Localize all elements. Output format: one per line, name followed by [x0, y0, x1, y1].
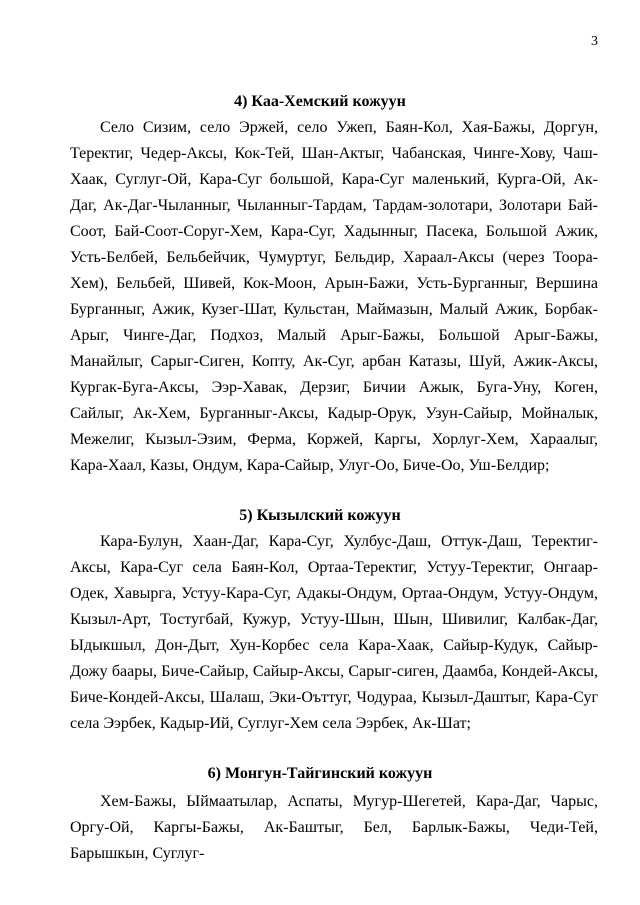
section-text-mongun-taiga: Хем-Бажы, Ыймаатылар, Аспаты, Мугур-Шегетей, Кара-Даг, Чарыс, Оргу-Ой, Каргы-Бажы, Ак-Баштыг, Бел, Барлык-Бажы, Чеди-Тей, Барышкын, Суглуг- [70, 793, 598, 862]
section-title-mongun-taiga: 6) Монгун-Тайгинский кожуун [207, 765, 433, 782]
section-text-kyzyl: Кара-Булун, Хаан-Даг, Кара-Суг, Хулбус-Даш, Оттук-Даш, Теректиг-Аксы, Кара-Суг села Баян-Кол, Ортаа-Теректиг, Устуу-Теректиг, Онгаар-Одек, Хавырга, Устуу-Кара-Суг, Адакы-Ондум, Ортаа-Ондум, Устуу-Ондум, Кызыл-Арт, Тостугбай, Кужур, Устуу-Шын, Шын, Шивилиг, Калбак-Даг, Ыдыкшыл, Дон-Дыт, Хун-Корбес села Кара-Хаак, Сайыр-Кудук, Сайыр-Дожу баары, Биче-Сайыр, Сайыр-Аксы, Сарыг-сиген, Даамба, Кондей-Аксы, Биче-Кондей-Аксы, Шалаш, Эки-Оъттуг, Чодураа, Кызыл-Даштыг, Кара-Суг села Ээрбек, Кадыр-Ий, Суглуг-Хем села Ээрбек, Ак-Шат; [70, 533, 598, 732]
section-text-kaa-khem: Село Сизим, село Эржей, село Ужеп, Баян-Кол, Хая-Бажы, Доргун, Теректиг, Чедер-Аксы, Кок-Тей, Шан-Актыг, Чабанская, Чинге-Хову, Чаш-Хаак, Суглуг-Ой, Кара-Суг большой, Кара-Суг маленький, Курга-Ой, Ак-Даг, Ак-Даг-Чыланныг, Чыланныг-Тардам, Тардам-золотари, Золотари Бай-Соот, Бай-Соот-Соруг-Хем, Кара-Суг, Хадынныг, Пасека, Большой Ажик, Усть-Белбей, Бельбейчик, Чумуртуг, Бельдир, Хараал-Аксы (через Тоора-Хем), Бельбей, Шивей, Кок-Моон, Арын-Бажи, Усть-Бурганныг, Вершина Бурганныг, Ажик, Кузег-Шат, Кульстан, Маймазын, Малый Ажик, Борбак-Арыг, Чинге-Даг, Подхоз, Малый Арыг-Бажы, Большой Арыг-Бажы, Манайлыг, Сарыг-Сиген, Копту, Ак-Суг, арбан Катазы, Шуй, Ажик-Аксы, Кургак-Буга-Аксы, Ээр-Хавак, Дерзиг, Бичии Ажык, Буга-Уну, Коген, Сайлыг, Ак-Хем, Бурганныг-Аксы, Кадыр-Орук, Узун-Сайыр, Мойналык, Межелиг, Кызыл-Эзим, Ферма, Коржей, Каргы, Хорлуг-Хем, Хараалыг, Кара-Хаал, Казы, Ондум, Кара-Сайыр, Улуг-Оо, Биче-Оо, Уш-Белдир; [70, 119, 598, 474]
section-title-kyzyl: 5) Кызылский кожуун [239, 507, 401, 524]
page-number: 3 [591, 34, 598, 49]
section-title-kaa-khem: 4) Каа-Хемский кожуун [234, 93, 406, 110]
